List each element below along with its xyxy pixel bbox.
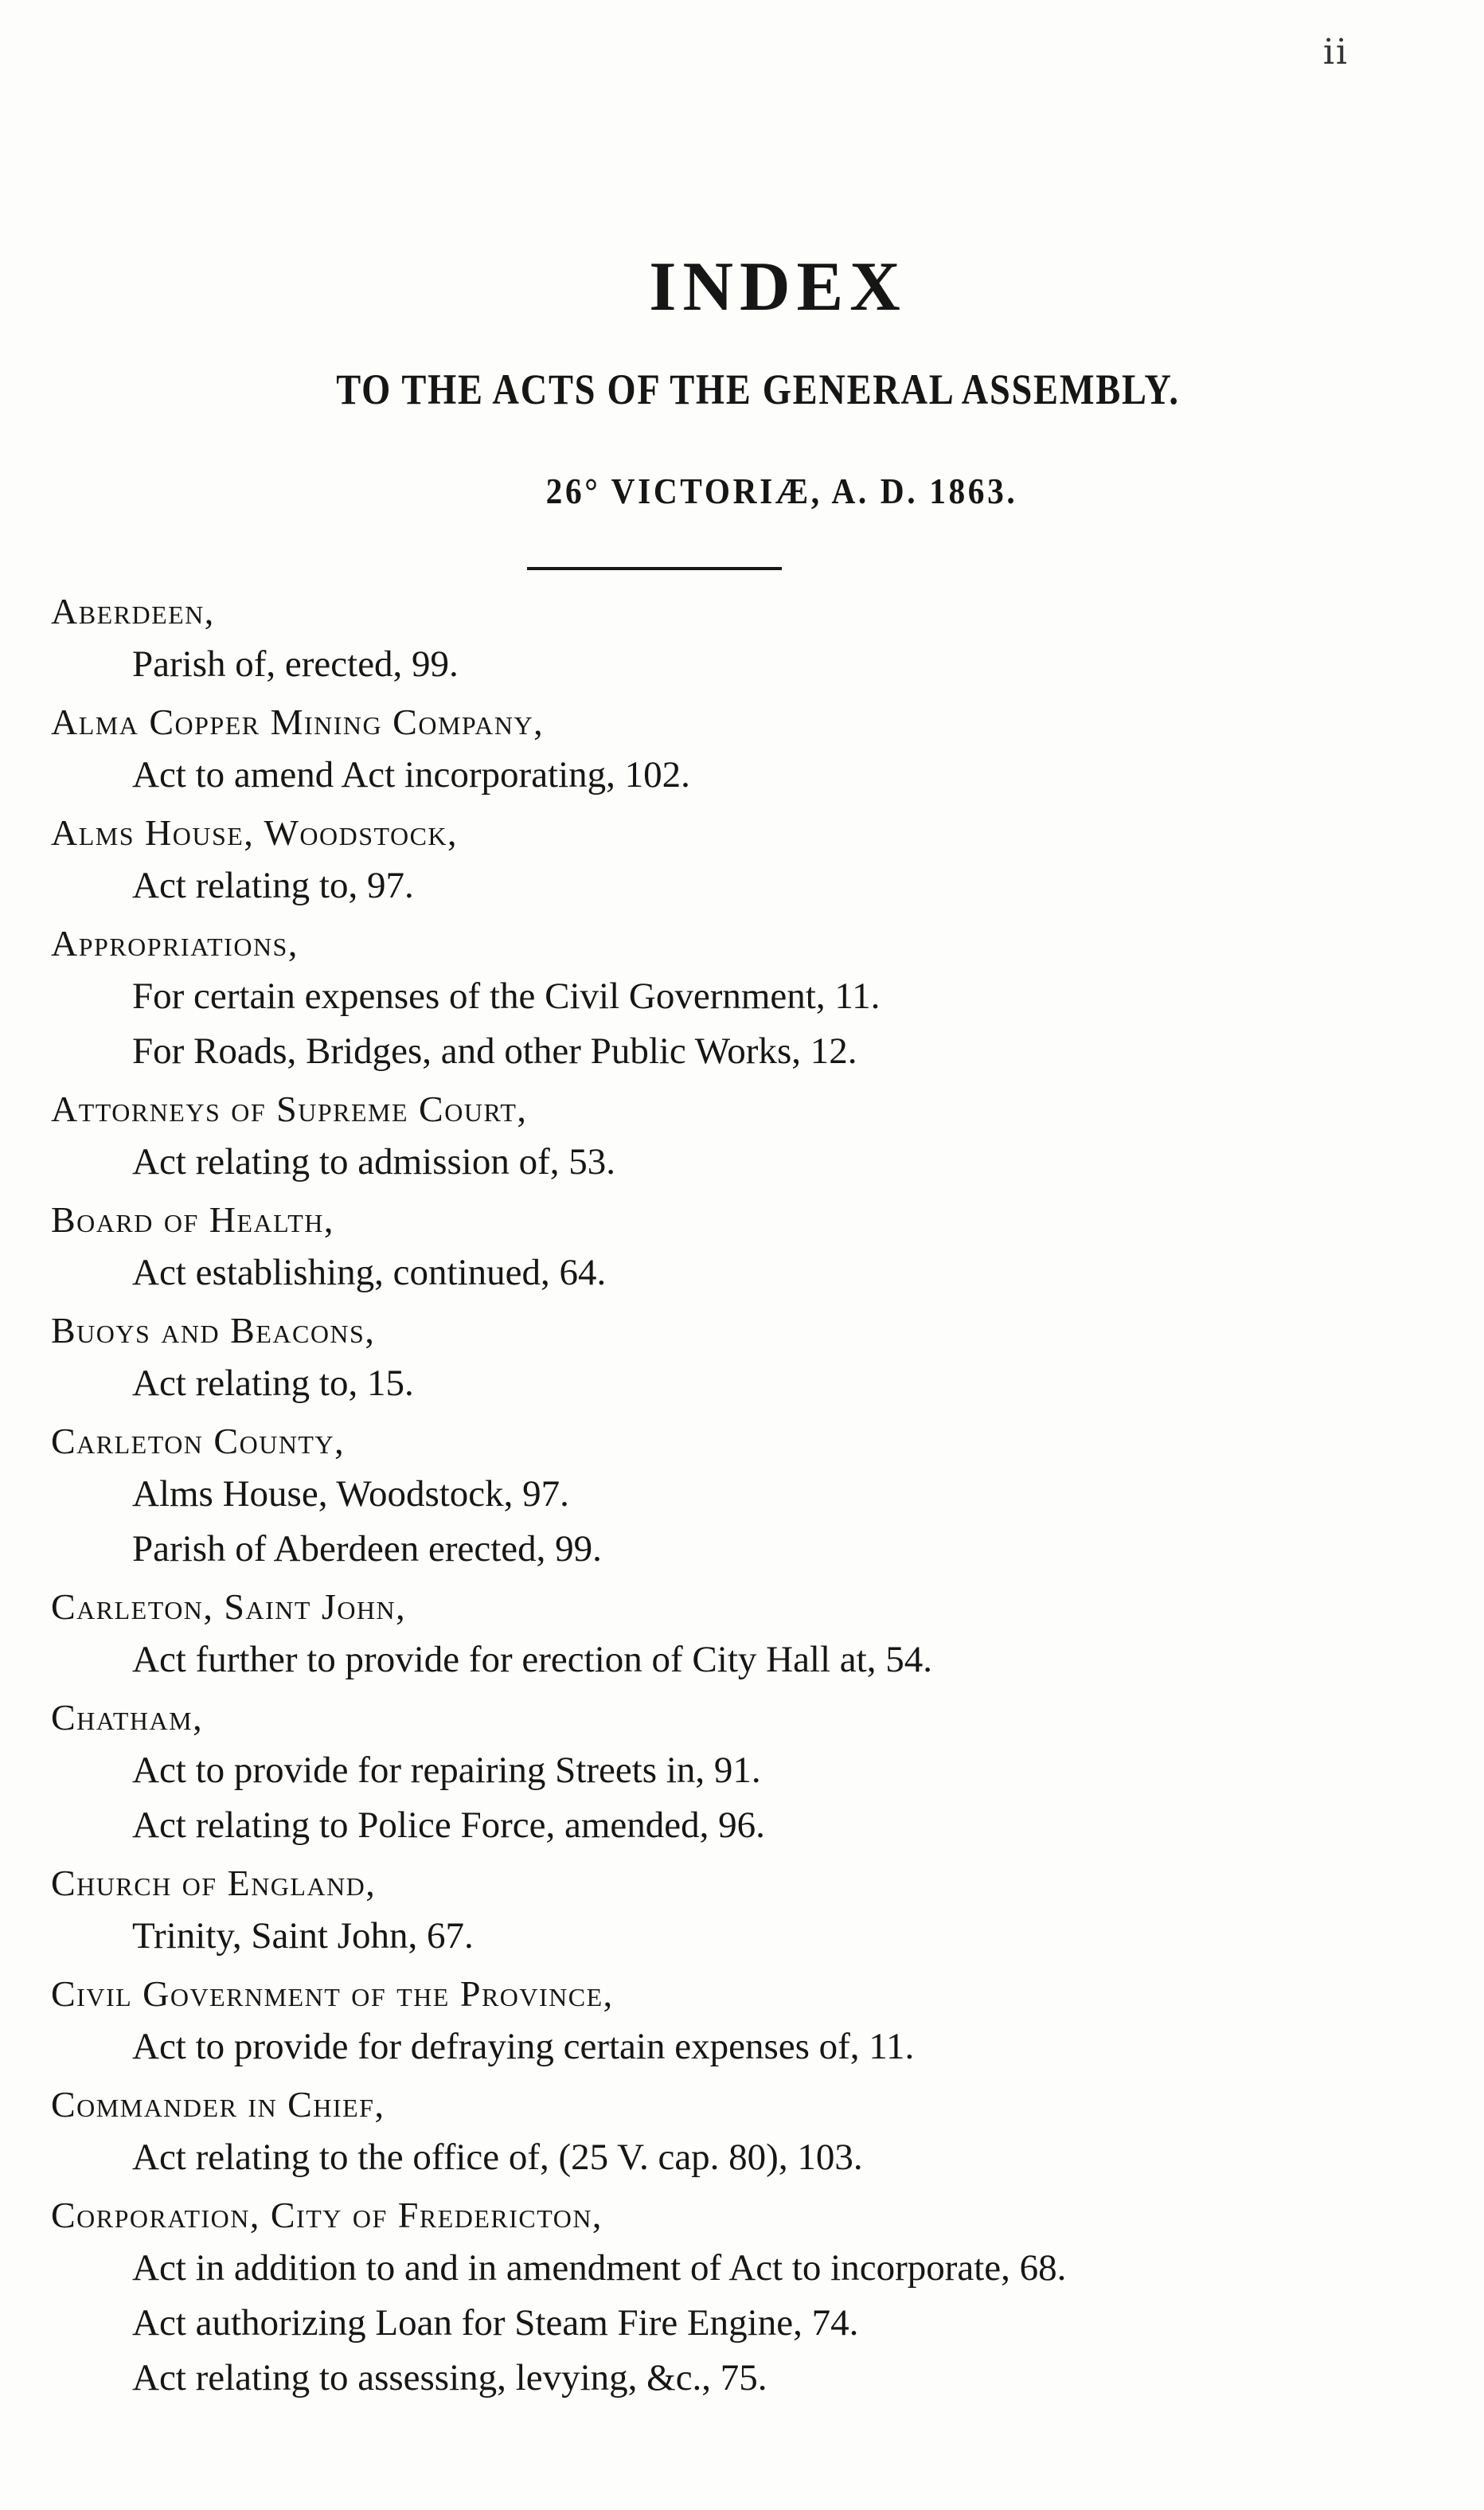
index-heading: Board of Health, <box>51 1199 334 1240</box>
index-subentry: Parish of Aberdeen erected, 99. <box>132 1528 602 1570</box>
index-subentry: Act relating to admission of, 53. <box>132 1141 615 1183</box>
index-entry <box>51 1084 1420 1190</box>
index-entry <box>51 918 1420 1079</box>
page-number: ii <box>1322 32 1349 72</box>
index-subentry: Act relating to the office of, (25 V. cap. 80), 103. <box>132 2137 863 2178</box>
index-entry <box>51 697 1420 803</box>
index-subentry: Act to provide for repairing Streets in, 91. <box>132 1750 761 1791</box>
index-list <box>51 586 1420 2406</box>
index-entry <box>51 1692 1420 1853</box>
index-entry <box>51 586 1420 692</box>
index-subentry: Act establishing, continued, 64. <box>132 1252 607 1293</box>
index-entry <box>51 1581 1420 1687</box>
index-subentry: Act to amend Act incorporating, 102. <box>132 754 690 796</box>
index-subentry: Act relating to Police Force, amended, 96. <box>132 1804 765 1846</box>
index-subentry: For certain expenses of the Civil Government, 11. <box>132 975 881 1017</box>
index-subentry: Act relating to, 15. <box>132 1363 414 1404</box>
index-subentry: Trinity, Saint John, 67. <box>132 1915 474 1957</box>
index-heading: Alma Copper Mining Company, <box>51 702 545 742</box>
page-title: INDEX <box>649 248 907 326</box>
index-heading: Attorneys of Supreme Court, <box>51 1089 528 1129</box>
date-line: 26° VICTORIÆ, A. D. 1863. <box>545 471 1018 511</box>
index-entry <box>51 1416 1420 1577</box>
index-entry <box>51 1194 1420 1300</box>
index-subentry: Act in addition to and in amendment of Act to incorporate, 68. <box>132 2247 1067 2289</box>
title-rule <box>527 567 782 570</box>
index-entry <box>51 2190 1420 2406</box>
index-heading: Church of England, <box>51 1863 377 1903</box>
index-heading: Chatham, <box>51 1697 204 1738</box>
index-subentry: Act further to provide for erection of City Hall at, 54. <box>132 1639 932 1680</box>
index-heading: Aberdeen, <box>51 591 215 631</box>
index-heading: Carleton, Saint John, <box>51 1586 407 1627</box>
index-subentry: Act relating to assessing, levying, &c., 75. <box>132 2357 767 2399</box>
index-entry <box>51 1969 1420 2074</box>
index-subentry: Act relating to, 97. <box>132 865 414 906</box>
index-heading: Corporation, City of Fredericton, <box>51 2195 603 2235</box>
page-subtitle: TO THE ACTS OF THE GENERAL ASSEMBLY. <box>336 366 1180 413</box>
index-heading: Commander in Chief, <box>51 2084 385 2125</box>
index-heading: Carleton County, <box>51 1421 346 1461</box>
index-heading: Civil Government of the Province, <box>51 1973 614 2014</box>
index-entry <box>51 807 1420 913</box>
index-heading: Appropriations, <box>51 923 299 964</box>
index-subentry: Act to provide for defraying certain expenses of, 11. <box>132 2026 915 2067</box>
index-heading: Buoys and Beacons, <box>51 1310 376 1351</box>
index-subentry: Act authorizing Loan for Steam Fire Engine, 74. <box>132 2302 859 2344</box>
index-subentry: Parish of, erected, 99. <box>132 643 459 685</box>
index-heading: Alms House, Woodstock, <box>51 812 459 853</box>
index-entry <box>51 1305 1420 1411</box>
index-entry <box>51 1858 1420 1964</box>
index-subentry: Alms House, Woodstock, 97. <box>132 1473 569 1515</box>
index-subentry: For Roads, Bridges, and other Public Works, 12. <box>132 1030 857 1072</box>
index-entry <box>51 2079 1420 2185</box>
